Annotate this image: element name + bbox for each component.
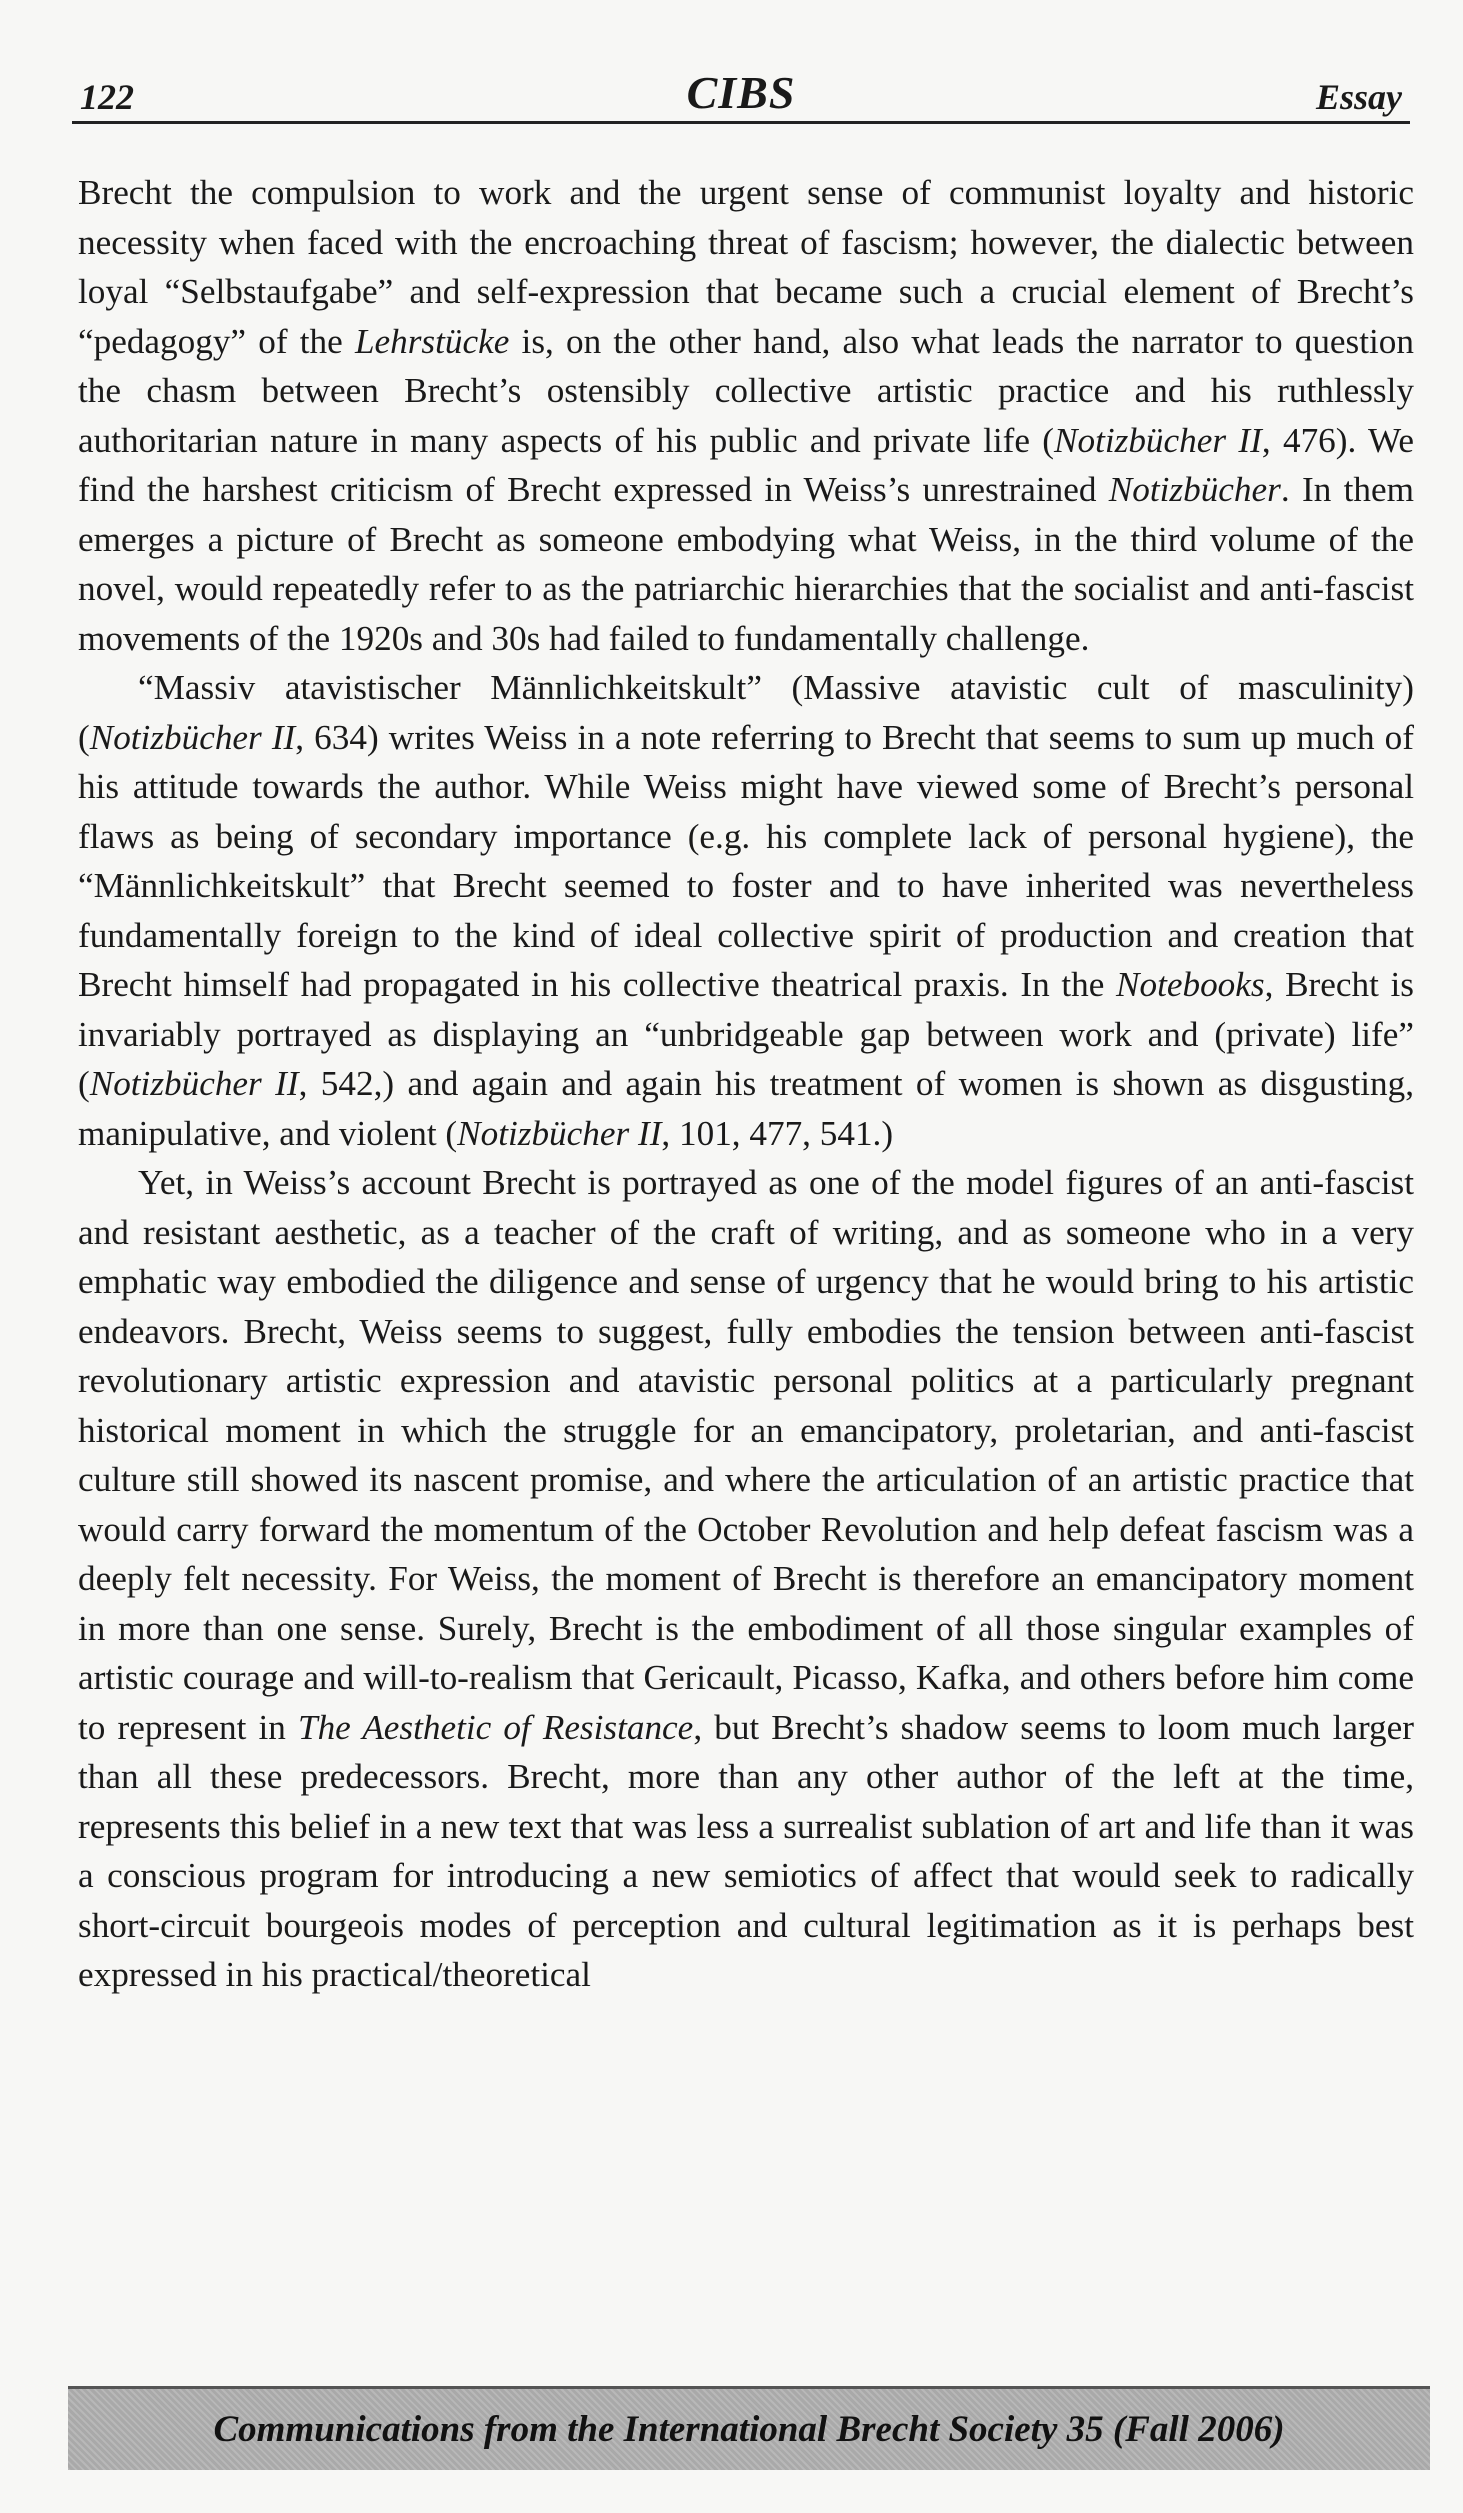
paragraph-1 (78, 168, 1414, 663)
text-run: , 476). We find the harshest criticism of Brecht expressed in Weiss’s unrestrained (78, 420, 1414, 509)
italic-title: Notizbücher II (457, 1113, 662, 1153)
text-run: , but Brecht’s shadow seems to loom much larger than all these predecessors. Brecht, more than any other author of the left at the time, represents this belief in a new text that was less a surrealist sublation of art and life than it was a conscious program for introducing a new semiotics of affect that would seek to radically short-circuit bourgeois modes of perception and cultural legitimation as it is perhaps best expressed in his practical/theoretical (78, 1707, 1414, 1994)
italic-title: Notizbücher II (89, 1064, 299, 1103)
text-run: Yet, in Weiss’s account Brecht is portrayed as one of the model figures of an anti-fascist and resistant aesthetic, as a teacher of the craft of writing, and as someone who in a very emphatic way embodied the diligence and sense of urgency that he would bring to his artistic endeavors. Brecht, Weiss seems to suggest, fully embodies the tension between anti-fascist revolutionary artistic expression and atavistic personal politics at a particularly pregnant historical moment in which the struggle for an emancipatory, proletarian, and anti-fascist culture still showed its nascent promise, and where the articulation of an artistic practice that would carry forward the momentum of the October Revolution and help defeat fascism was a deeply felt necessity. For Weiss, the moment of Brecht is therefore an emancipatory moment in more than one sense. Surely, Brecht is the embodiment of all those singular examples of artistic courage and will-to-realism that Gericault, Picasso, Kafka, and others before him come to represent in (78, 1163, 1414, 1747)
footer-banner (68, 2386, 1430, 2470)
journal-logo: CIBS (686, 67, 796, 118)
italic-title: Notizbücher (1108, 470, 1281, 509)
footer-citation: Communications from the International Brecht Society 35 (Fall 2006) (213, 2409, 1285, 2450)
text-run: , Brecht is invariably portrayed as displaying an “unbridgeable gap between work and (private) life” ( (78, 965, 1414, 1103)
text-run: , 542,) and again and again his treatment of women is shown as disgusting, manipulative, and violent ( (78, 1064, 1414, 1153)
text-run: “Massiv atavistischer Männlichkeitskult” (Massive atavistic cult of masculinity) ( (78, 668, 1414, 757)
text-run: is, on the other hand, also what leads the narrator to question the chasm between Brecht’s ostensibly collective artistic practice and his ruthlessly authoritarian nature in many aspects of his public and private life ( (78, 321, 1414, 460)
italic-title: Notizbücher II (89, 717, 296, 757)
article-body (78, 168, 1414, 2000)
section-label: Essay (1315, 77, 1402, 117)
italic-title: The Aesthetic of Resistance (298, 1707, 694, 1747)
paragraph-3 (78, 1158, 1414, 2000)
page-number: 122 (80, 77, 134, 117)
text-run: . In them emerges a picture of Brecht as someone embodying what Weiss, in the third volume of the novel, would repeatedly refer to as the patriarchic hierarchies that the socialist and anti-fascist movements of the 1920s and 30s had failed to fundamentally challenge. (78, 470, 1415, 658)
running-header (72, 62, 1410, 124)
text-run: , 101, 477, 541.) (661, 1113, 894, 1153)
text-run: , 634) writes Weiss in a note referring to Brecht that seems to sum up much of his attitude towards the author. While Weiss might have viewed some of Brecht’s personal flaws as being of secondary importance (e.g. his complete lack of personal hygiene), the “Männlichkeitskult” that Brecht seemed to foster and to have inherited was nevertheless fundamentally foreign to the kind of ideal collective spirit of production and creation that Brecht himself had propagated in his collective theatrical praxis. In the (78, 717, 1414, 1004)
text-run: Brecht the compulsion to work and the urgent sense of communist loyalty and historic necessity when faced with the encroaching threat of fascism; however, the dialectic between loyal “Selbstaufgabe” and self-expression that became such a crucial element of Brecht’s “pedagogy” of the (78, 173, 1414, 361)
paragraph-2 (78, 663, 1414, 1158)
italic-title: Notebooks (1116, 965, 1265, 1004)
italic-title: Lehrstücke (354, 321, 510, 361)
italic-title: Notizbücher II (1054, 420, 1262, 460)
